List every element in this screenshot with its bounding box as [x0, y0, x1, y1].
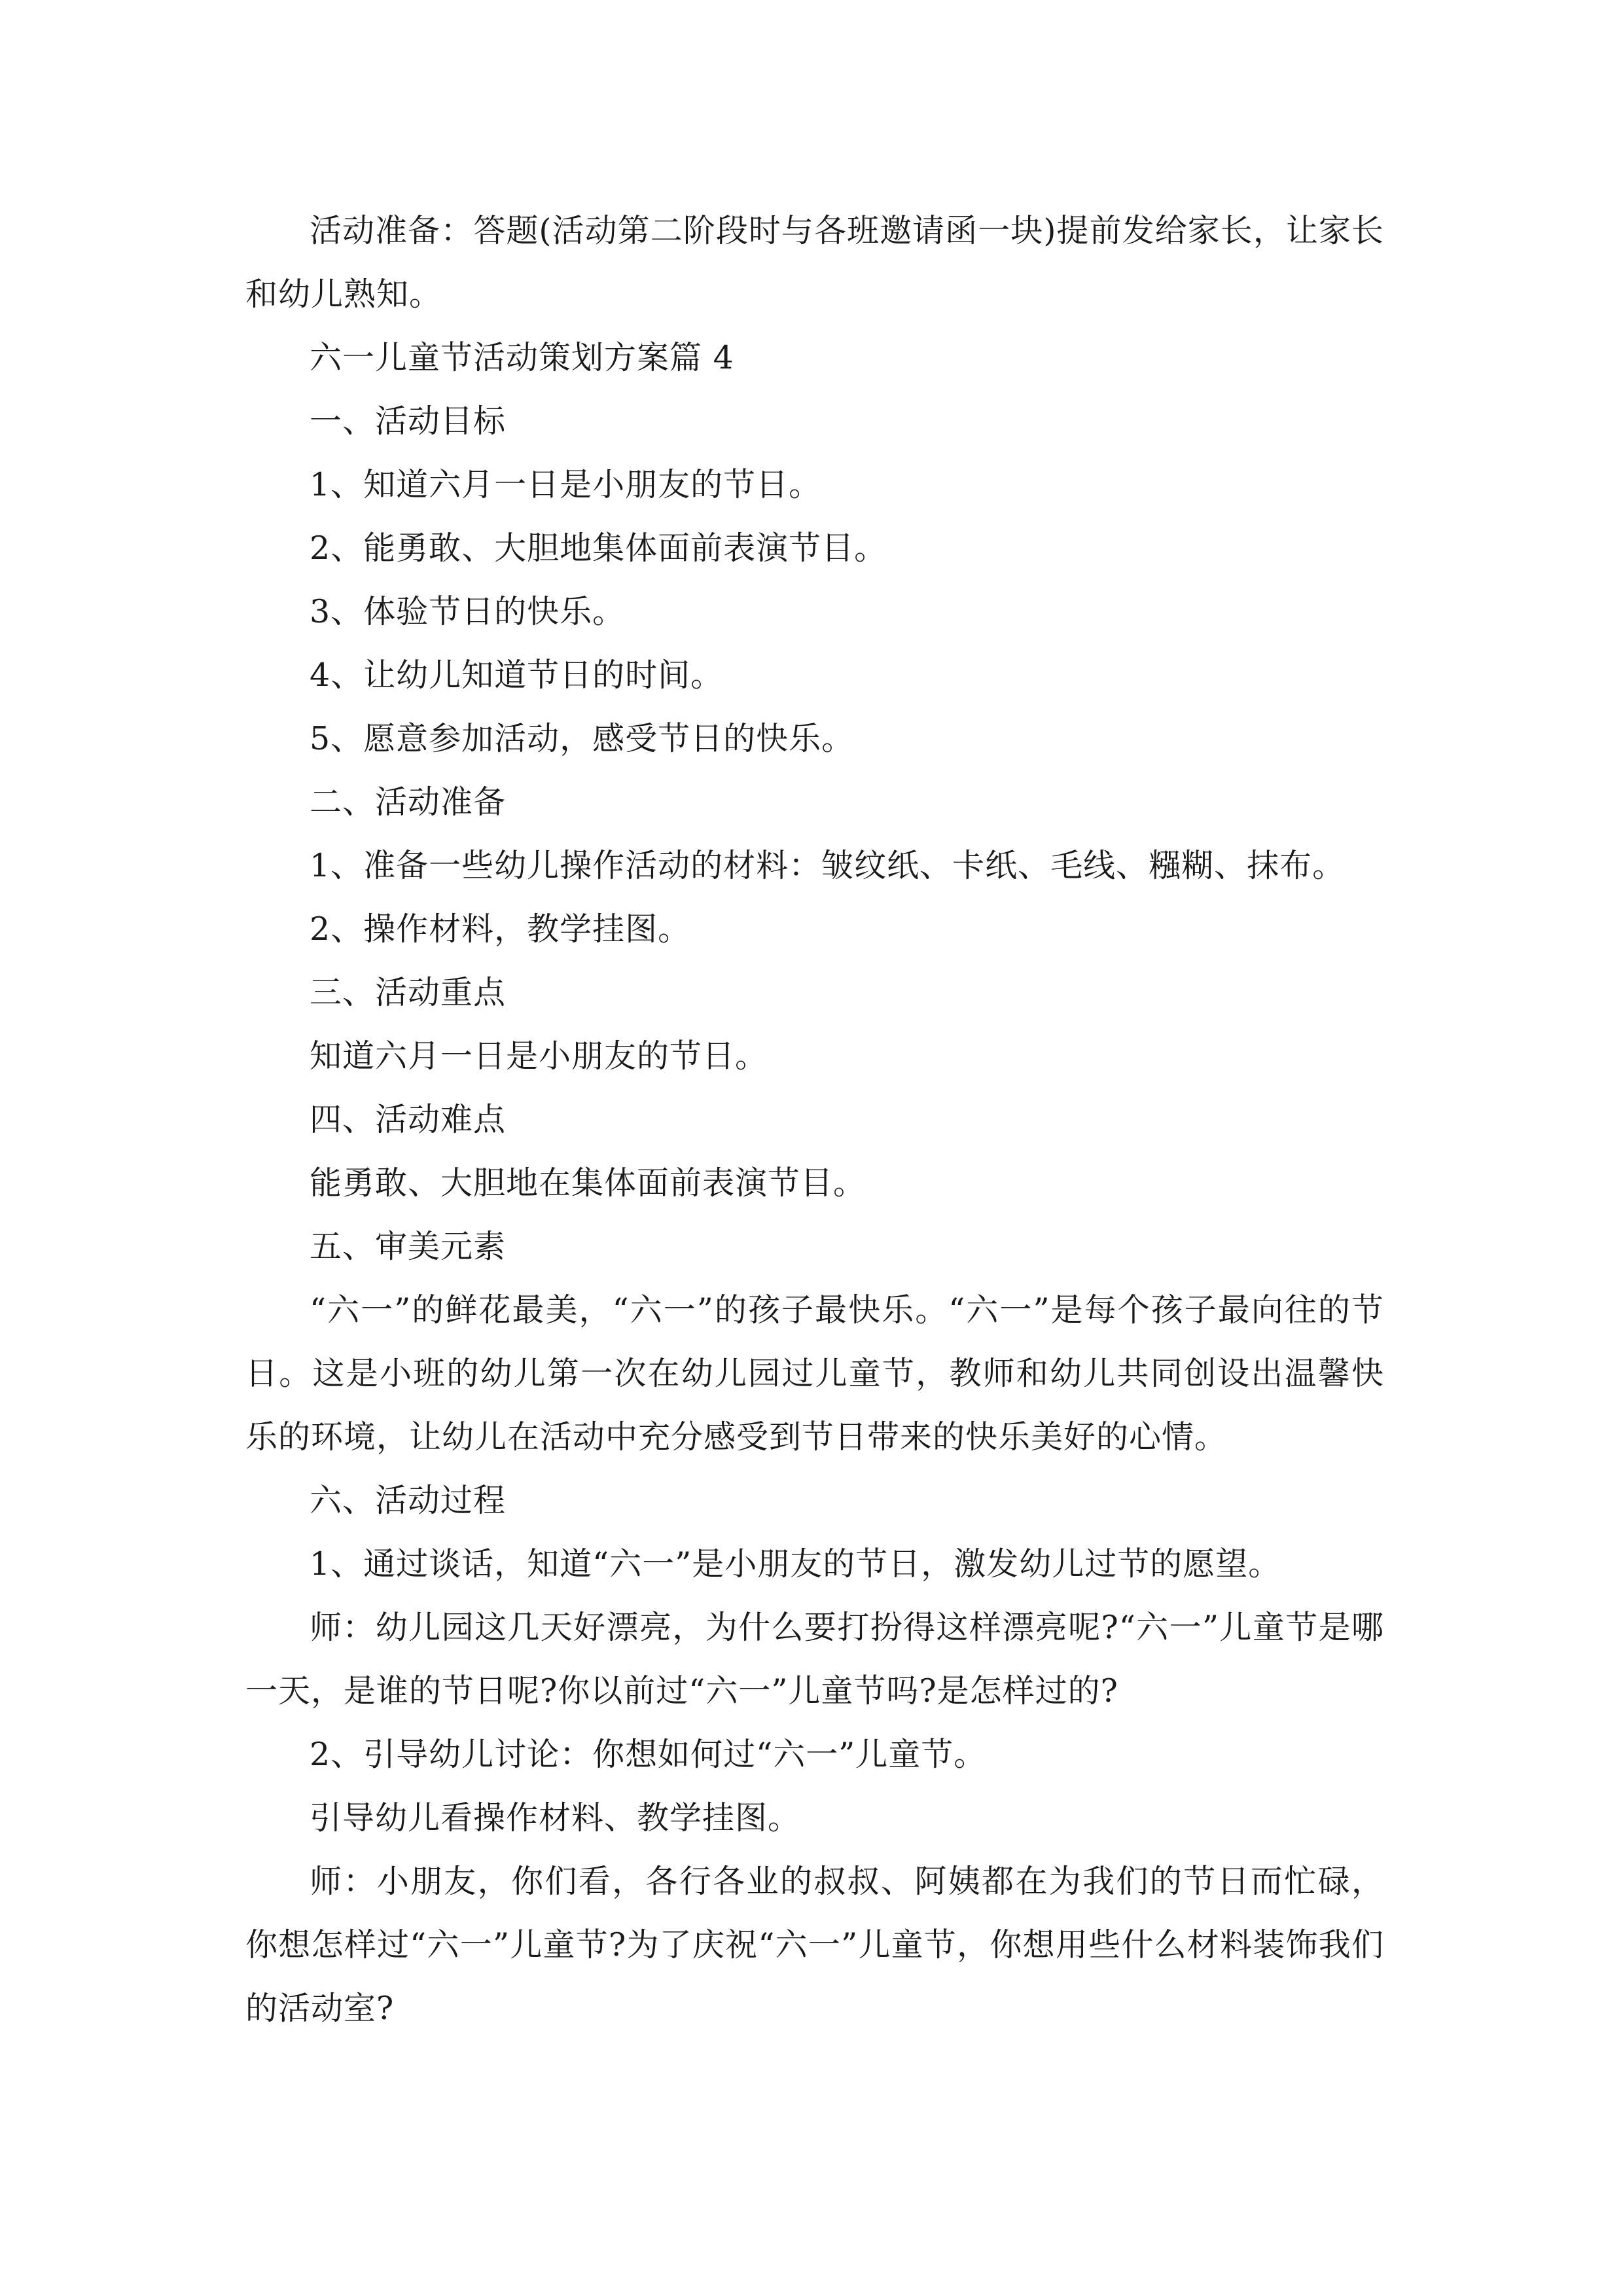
list-item-prep-2: 2、操作材料，教学挂图。	[310, 910, 691, 948]
paragraph-guide: 引导幼儿看操作材料、教学挂图。	[310, 1799, 801, 1837]
paragraph-focus: 知道六月一日是小朋友的节日。	[310, 1037, 768, 1075]
list-item-goal-1: 1、知道六月一日是小朋友的节日。	[310, 466, 822, 503]
section-title-plan-4: 六一儿童节活动策划方案篇 4	[310, 339, 734, 376]
paragraph-difficulty: 能勇敢、大胆地在集体面前表演节目。	[310, 1164, 866, 1202]
heading-activity-preparation: 二、活动准备	[310, 783, 507, 821]
list-item-goal-5: 5、愿意参加活动，感受节日的快乐。	[310, 720, 855, 757]
paragraph-teacher-2: 师：小朋友，你们看，各行各业的叔叔、阿姨都在为我们的节日而忙碌，你想怎样过“六一”儿童节?为了庆祝“六一”儿童节，你想用些什么材料装饰我们的活动室?	[245, 1863, 1384, 2027]
list-item-goal-2: 2、能勇敢、大胆地集体面前表演节目。	[310, 529, 887, 567]
list-item-process-2: 2、引导幼儿讨论：你想如何过“六一”儿童节。	[310, 1736, 987, 1773]
paragraph-aesthetic: “六一”的鲜花最美，“六一”的孩子最快乐。“六一”是每个孩子最向往的节日。这是小班的幼儿第一次在幼儿园过儿童节，教师和幼儿共同创设出温馨快乐的环境，让幼儿在活动中充分感受到节日带来的快乐美好的心情。	[245, 1291, 1384, 1456]
list-item-prep-1: 1、准备一些幼儿操作活动的材料：皱纹纸、卡纸、毛线、糨糊、抹布。	[310, 847, 1346, 884]
heading-activity-difficulty: 四、活动难点	[310, 1101, 507, 1138]
paragraph-teacher-1: 师：幼儿园这几天好漂亮，为什么要打扮得这样漂亮呢?“六一”儿童节是哪一天，是谁的节日呢?你以前过“六一”儿童节吗?是怎样过的?	[245, 1609, 1384, 1710]
list-item-goal-4: 4、让幼儿知道节日的时间。	[310, 656, 724, 694]
heading-activity-goals: 一、活动目标	[310, 403, 507, 440]
document-body	[245, 199, 1384, 2040]
heading-activity-focus: 三、活动重点	[310, 974, 507, 1011]
list-item-goal-3: 3、体验节日的快乐。	[310, 593, 626, 630]
heading-aesthetic-elements: 五、审美元素	[310, 1228, 507, 1265]
heading-activity-process: 六、活动过程	[310, 1482, 507, 1519]
list-item-process-1: 1、通过谈话，知道“六一”是小朋友的节日，激发幼儿过节的愿望。	[310, 1545, 1281, 1583]
paragraph-activity-prep: 活动准备：答题(活动第二阶段时与各班邀请函一块)提前发给家长，让家长和幼儿熟知。	[245, 212, 1385, 313]
